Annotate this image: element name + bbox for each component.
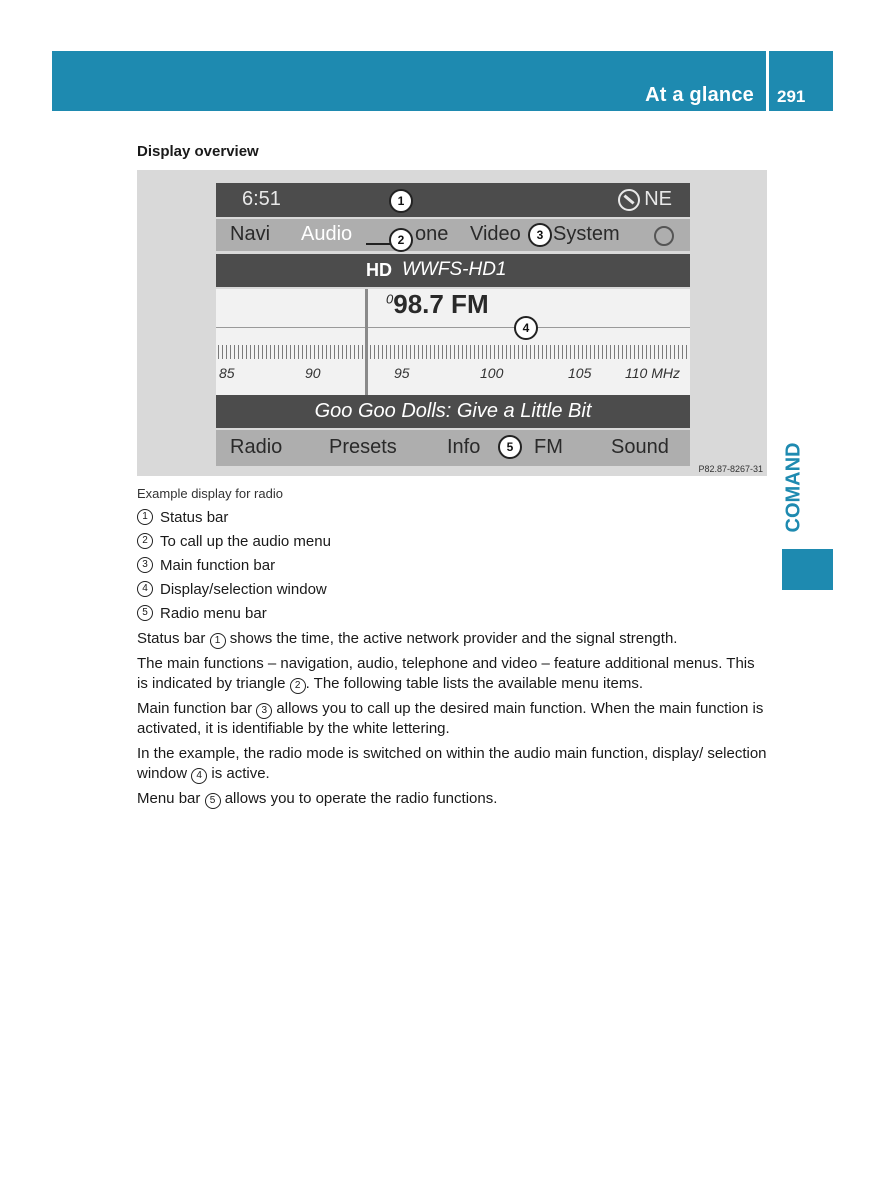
scale-label: 95: [394, 365, 410, 381]
paragraph-main-functions: [137, 654, 769, 694]
callout-5: 5: [498, 435, 522, 459]
radio-menu-bar: [216, 430, 690, 466]
para-text: Menu bar: [137, 790, 205, 807]
legend-text: Display/selection window: [160, 580, 327, 598]
legend-text: To call up the audio menu: [160, 532, 331, 550]
para-text: allows you to call up the desired main function. When the main function is activated, it is identifiable by the white lettering.: [137, 700, 764, 737]
scale-label: 100: [480, 365, 504, 381]
menu-system: System: [553, 223, 620, 245]
frequency-value: 98.7 FM: [393, 289, 489, 319]
callout-2: 2: [389, 228, 413, 252]
legend-text: Status bar: [160, 508, 229, 526]
side-tab-label: COMAND: [782, 442, 805, 533]
frequency-ticks: [218, 345, 688, 359]
radio-item-fm: FM: [534, 436, 563, 458]
direction-label: NE: [644, 188, 672, 210]
para-text: shows the time, the active network provider and the signal strength.: [225, 630, 678, 647]
paragraph-radio-mode: [137, 744, 769, 784]
inline-ref: 3: [256, 703, 272, 719]
para-text: is active.: [207, 765, 270, 782]
inline-ref: 2: [290, 678, 306, 694]
callout-leader: [366, 243, 392, 245]
figure-caption: Example display for radio: [137, 486, 283, 501]
list-item: [137, 553, 331, 577]
display-figure: [137, 170, 767, 476]
preset-number: 0: [386, 291, 394, 307]
radio-item-sound: Sound: [611, 436, 669, 458]
menu-video: Video: [470, 223, 521, 245]
list-item: [137, 529, 331, 553]
legend-number: 2: [137, 533, 153, 549]
scale-label: 85: [219, 365, 235, 381]
page-number-box: [769, 51, 833, 111]
scale-label: 105: [568, 365, 592, 381]
legend-list: [137, 505, 331, 625]
radio-item-info: Info: [447, 436, 481, 458]
list-item: [137, 601, 331, 625]
radio-item-presets: Presets: [329, 436, 397, 458]
list-item: [137, 505, 331, 529]
frequency-display: [386, 289, 489, 320]
inline-ref: 1: [210, 633, 226, 649]
paragraph-menu-bar: [137, 789, 769, 809]
paragraph-status-bar: [137, 629, 769, 649]
legend-text: Radio menu bar: [160, 604, 267, 622]
main-function-bar: [216, 219, 690, 251]
menu-navi: Navi: [230, 223, 271, 245]
list-item: [137, 577, 331, 601]
inline-ref: 4: [191, 768, 207, 784]
callout-3: 3: [528, 223, 552, 247]
legend-number: 3: [137, 557, 153, 573]
side-tab: [782, 430, 806, 545]
hd-radio-icon: HD: [366, 259, 392, 280]
compass-icon: [618, 189, 640, 211]
para-text: In the example, the radio mode is switched on within the audio main function, display/ selection window: [137, 745, 767, 782]
command-screen: [216, 183, 690, 466]
radio-item-radio: Radio: [230, 436, 283, 458]
tuner-needle: [365, 289, 368, 395]
side-tab-block: [782, 549, 833, 590]
callout-4: 4: [514, 316, 538, 340]
para-text: The main functions – navigation, audio, telephone and video – feature additional menus. This is indicated by triangle: [137, 655, 755, 692]
menu-audio: Audio: [301, 223, 353, 245]
status-time: 6:51: [242, 188, 281, 210]
legend-text: Main function bar: [160, 556, 276, 574]
legend-number: 1: [137, 509, 153, 525]
figure-reference: P82.87-8267-31: [698, 464, 763, 474]
para-text: Main function bar: [137, 700, 257, 717]
page-header-title: At a glance: [645, 84, 754, 106]
paragraph-main-function-bar: [137, 699, 769, 739]
para-text: allows you to operate the radio functions.: [220, 790, 498, 807]
scale-label: 90: [305, 365, 321, 381]
callout-1: 1: [389, 189, 413, 213]
station-name: WWFS-HD1: [402, 259, 507, 280]
menu-phone: one: [415, 223, 449, 245]
section-title: Display overview: [137, 143, 259, 160]
scale-label: 110 MHz: [625, 365, 680, 381]
globe-icon: [654, 226, 674, 246]
status-bar: [216, 183, 690, 217]
legend-number: 4: [137, 581, 153, 597]
station-bar: [216, 254, 690, 287]
legend-number: 5: [137, 605, 153, 621]
display-selection-window: [216, 289, 690, 395]
divider: [216, 327, 690, 328]
para-text: Status bar: [137, 630, 210, 647]
header-bar: [52, 51, 766, 111]
song-title-bar: Goo Goo Dolls: Give a Little Bit: [216, 395, 690, 428]
para-text: . The following table lists the available menu items.: [305, 675, 643, 692]
page-number: 291: [777, 87, 806, 106]
inline-ref: 5: [205, 793, 221, 809]
status-direction: [618, 188, 672, 211]
